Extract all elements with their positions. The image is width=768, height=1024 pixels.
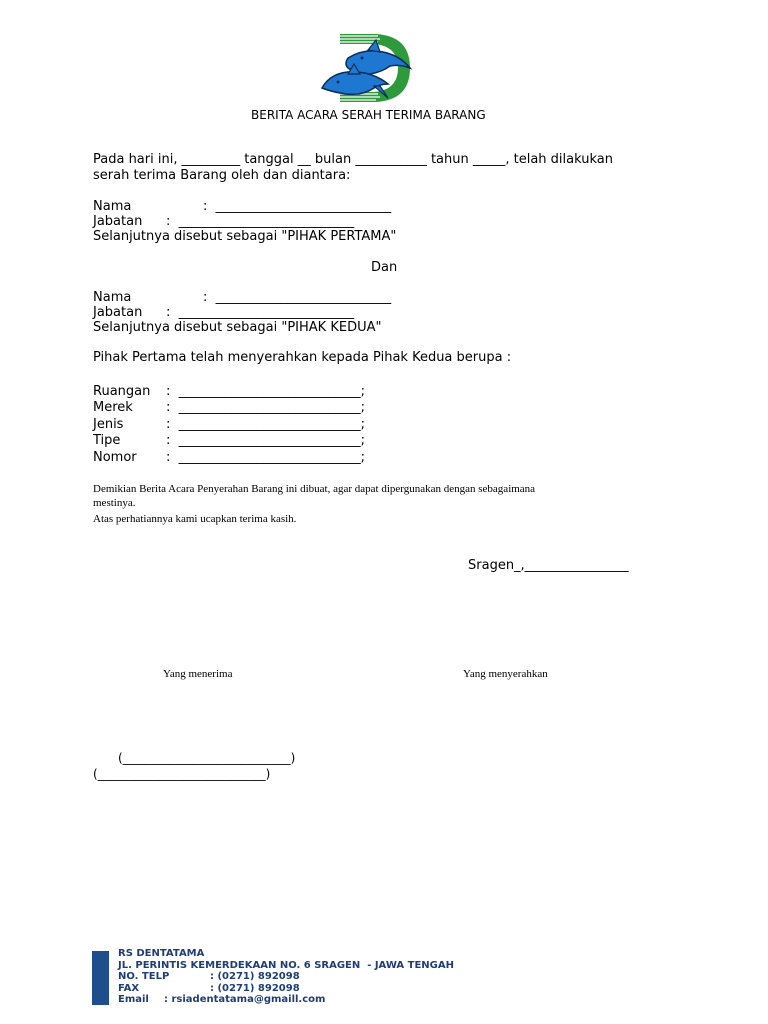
- footer-accent-bar: [92, 951, 109, 1005]
- footer-email: [118, 994, 454, 1006]
- footer-email-label: Email: [118, 994, 149, 1005]
- footer-address: JL. PERINTIS KEMERDEKAAN NO. 6 SRAGEN - JAWA TENGAH: [118, 959, 454, 971]
- intro-line-1: Pada hari ini, _________ tanggal __ bulan ___________ tahun _____, telah dilakukan: [93, 152, 613, 167]
- pihak1-nama-label: Nama: [93, 199, 132, 214]
- dan-text: Dan: [371, 260, 398, 275]
- item-field: : ____________________________;: [166, 417, 366, 432]
- item-field: : ____________________________;: [166, 400, 366, 415]
- dolphin-logo: [318, 28, 420, 106]
- pihak1-nama-field: : ___________________________: [203, 199, 392, 214]
- item-label: Tipe: [93, 433, 121, 448]
- footer-contact: [118, 948, 454, 1006]
- item-field: : ____________________________;: [166, 433, 366, 448]
- footer-telp-value: : (0271) 892098: [210, 971, 300, 982]
- signature-line: (____________________________): [93, 767, 271, 781]
- footer-telp-label: NO. TELP: [118, 971, 170, 982]
- item-label: Ruangan: [93, 384, 151, 399]
- closing-line-1: Demikian Berita Acara Penyerahan Barang ini dibuat, agar dapat dipergunakan dengan sebagaimana: [93, 483, 536, 495]
- item-field: : ____________________________;: [166, 450, 366, 465]
- items-intro: Pihak Pertama telah menyerahkan kepada Pihak Kedua berupa :: [93, 350, 512, 365]
- pihak2-nama-label: Nama: [93, 290, 132, 305]
- document-title: BERITA ACARA SERAH TERIMA BARANG: [251, 108, 486, 122]
- pihak1-jabatan-field: : ___________________________: [166, 214, 355, 229]
- giver-label: Yang menyerahkan: [463, 668, 548, 680]
- item-field: : ____________________________;: [166, 384, 366, 399]
- signature-line: (____________________________): [118, 751, 296, 765]
- footer-telp: [118, 971, 454, 983]
- footer-fax-label: FAX: [118, 982, 140, 994]
- footer-fax-value: : (0271) 892098: [210, 982, 300, 994]
- receiver-label: Yang menerima: [163, 668, 233, 680]
- place-date: Sragen_,________________: [468, 558, 629, 573]
- closing-line-2: mestinya.: [93, 497, 136, 509]
- item-label: Nomor: [93, 450, 137, 465]
- item-label: Merek: [93, 400, 133, 415]
- footer-name: RS DENTATAMA: [118, 948, 205, 959]
- dolphin-front: [322, 72, 388, 95]
- pihak1-jabatan-label: Jabatan: [93, 214, 143, 229]
- footer-fax: [118, 983, 454, 995]
- footer-email-value: : rsiadentatama@gmaill.com: [164, 994, 326, 1005]
- item-label: Jenis: [93, 417, 124, 432]
- pihak2-description: Selanjutnya disebut sebagai "PIHAK KEDUA": [93, 320, 382, 335]
- pihak2-jabatan-field: : ___________________________: [166, 305, 355, 320]
- pihak1-description: Selanjutnya disebut sebagai "PIHAK PERTAMA": [93, 229, 397, 244]
- intro-line-2: serah terima Barang oleh dan diantara:: [93, 168, 351, 183]
- pihak2-nama-field: : ___________________________: [203, 290, 392, 305]
- pihak2-jabatan-label: Jabatan: [93, 305, 143, 320]
- closing-line-3: Atas perhatiannya kami ucapkan terima kasih.: [93, 513, 297, 525]
